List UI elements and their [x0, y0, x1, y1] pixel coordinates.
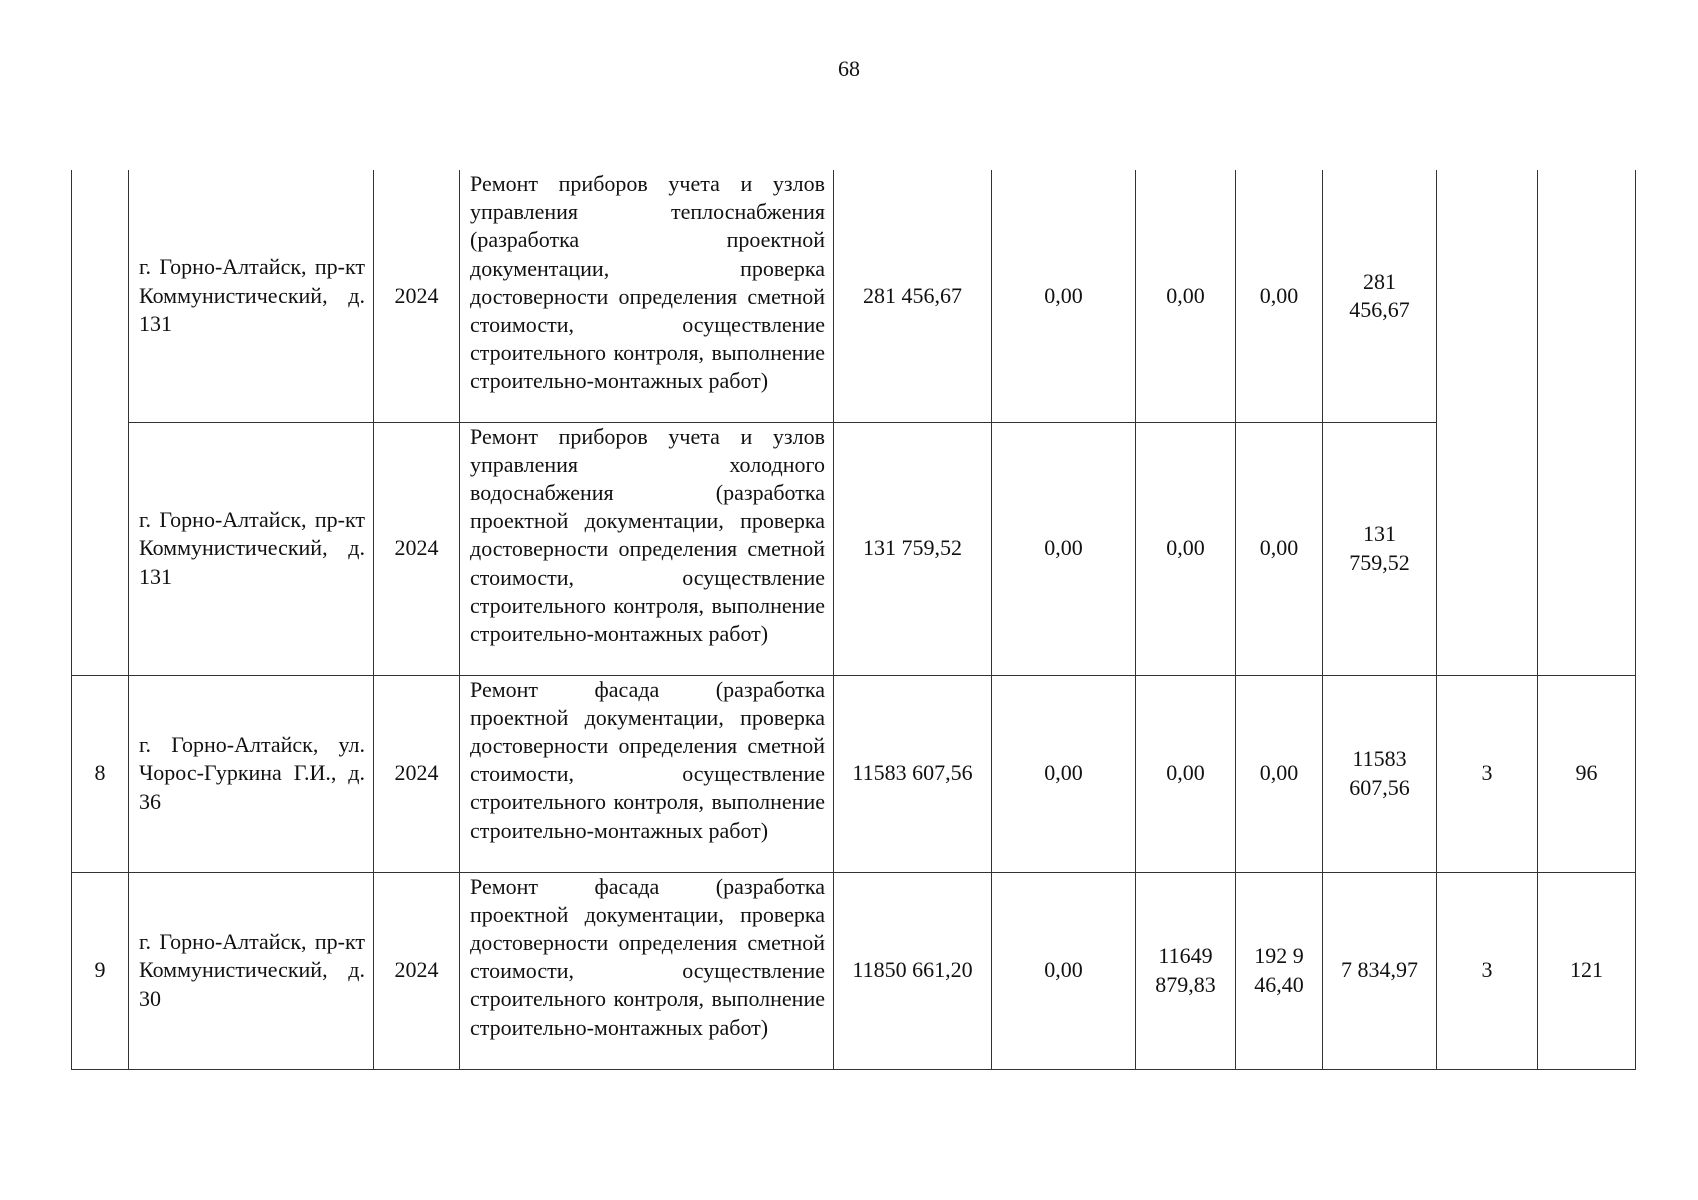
year-cell: 2024	[374, 872, 460, 1069]
cost-cell-10: 96	[1538, 675, 1636, 872]
cost-cell-5: 0,00	[992, 422, 1136, 675]
cost-cell-7: 0,00	[1236, 675, 1323, 872]
address-cell: г. Горно-Алтайск, пр-кт Коммунистический, д. 30	[129, 872, 374, 1069]
cost-cell-10: 121	[1538, 872, 1636, 1069]
description-cell: Ремонт фасада (разработка проектной документации, проверка достоверности определения сметной стоимости, осуществление строительного контроля, выполнение строительно-монтажных работ)	[460, 675, 834, 872]
cost-cell-9: 3	[1437, 872, 1538, 1069]
address-cell: г. Горно-Алтайск, ул. Чорос-Гуркина Г.И., д. 36	[129, 675, 374, 872]
total-cost-cell: 131 759,52	[834, 422, 992, 675]
description-cell: Ремонт фасада (разработка проектной документации, проверка достоверности определения сметной стоимости, осуществление строительного контроля, выполнение строительно-монтажных работ)	[460, 872, 834, 1069]
cost-cell-6: 11649 879,83	[1136, 872, 1236, 1069]
cost-cell-7: 192 946,40	[1236, 872, 1323, 1069]
address-cell: г. Горно-Алтайск, пр-кт Коммунистический, д. 131	[129, 170, 374, 422]
cost-cell-8: 131 759,52	[1323, 422, 1437, 675]
year-cell: 2024	[374, 675, 460, 872]
description-cell: Ремонт приборов учета и узлов управления холодного водоснабжения (разработка проектной документации, проверка достоверности определения сметной стоимости, осуществление строительного контроля, выполнение строительно-монтажных работ)	[460, 422, 834, 675]
cost-cell-5: 0,00	[992, 170, 1136, 422]
table-row	[72, 675, 1636, 872]
empty-cell-9	[1437, 170, 1538, 675]
table-row	[72, 422, 1636, 675]
cost-cell-9: 3	[1437, 675, 1538, 872]
total-cost-cell: 281 456,67	[834, 170, 992, 422]
cost-cell-5: 0,00	[992, 872, 1136, 1069]
row-number-cell	[72, 170, 129, 675]
cost-cell-5: 0,00	[992, 675, 1136, 872]
cost-cell-6: 0,00	[1136, 675, 1236, 872]
works-table	[71, 170, 1636, 1070]
cost-cell-6: 0,00	[1136, 422, 1236, 675]
cost-cell-8: 281 456,67	[1323, 170, 1437, 422]
description-cell: Ремонт приборов учета и узлов управления теплоснабжения (разработка проектной документации, проверка достоверности определения сметной стоимости, осуществление строительного контроля, выполнение строительно-монтажных работ)	[460, 170, 834, 422]
empty-cell-10	[1538, 170, 1636, 675]
row-number-cell: 9	[72, 872, 129, 1069]
row-number-cell: 8	[72, 675, 129, 872]
year-cell: 2024	[374, 422, 460, 675]
cost-cell-6: 0,00	[1136, 170, 1236, 422]
year-cell: 2024	[374, 170, 460, 422]
total-cost-cell: 11583 607,56	[834, 675, 992, 872]
cost-cell-7: 0,00	[1236, 422, 1323, 675]
table-row	[72, 872, 1636, 1069]
cost-cell-8: 11583 607,56	[1323, 675, 1437, 872]
table-row	[72, 170, 1636, 422]
cost-cell-7: 0,00	[1236, 170, 1323, 422]
total-cost-cell: 11850 661,20	[834, 872, 992, 1069]
address-cell: г. Горно-Алтайск, пр-кт Коммунистический, д. 131	[129, 422, 374, 675]
cost-cell-8: 7 834,97	[1323, 872, 1437, 1069]
page-number: 68	[838, 56, 860, 81]
